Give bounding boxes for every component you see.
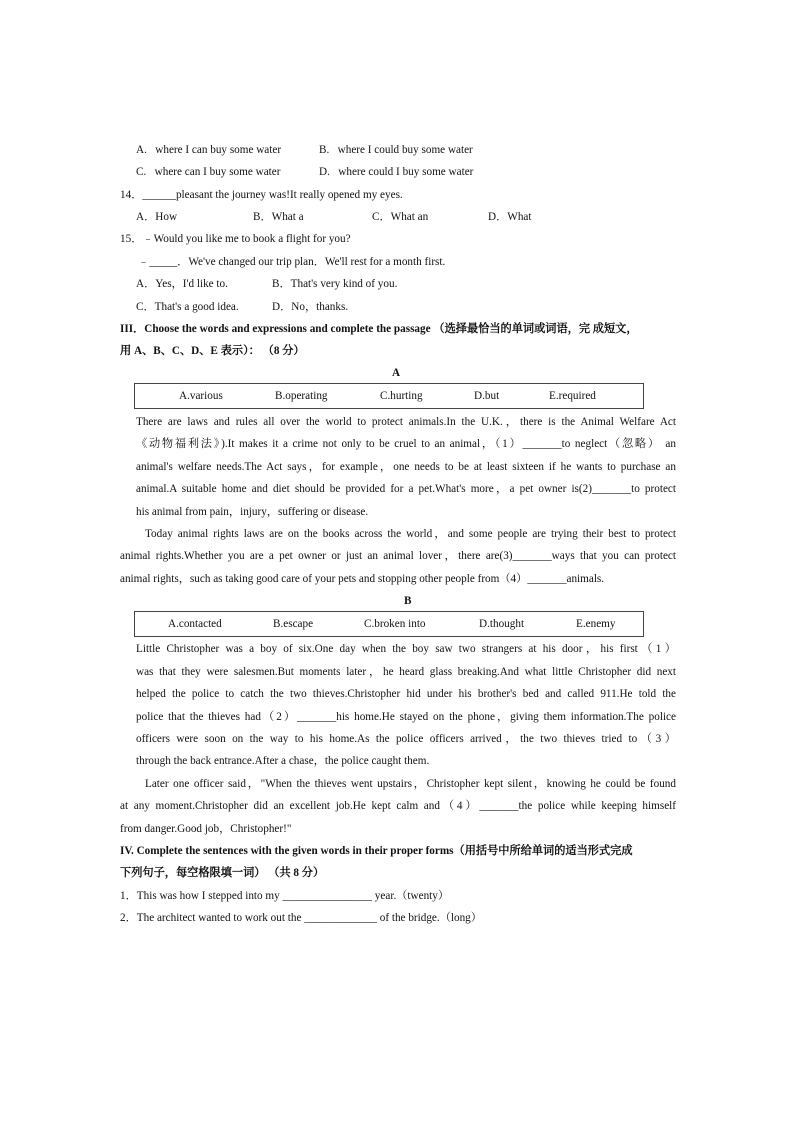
q15-option-c: C．That's a good idea.: [136, 301, 239, 313]
passage-a-line: animal.A suitable home and diet should be provided for a pet.What's more，a pet owner is(2)_______to protect: [136, 483, 676, 495]
passage-b-line: Little Christopher was a boy of six.One day when the boy saw two strangers at his door，his first（1）: [136, 643, 676, 655]
passage-b-line: at any moment.Christopher did an excellent job.He kept calm and（4）_______the police while keeping himself: [120, 800, 676, 812]
passage-b-line: was that they were salesmen.But moments later，he heard glass breaking.And what little Christopher did next: [136, 666, 676, 678]
passage-b-word-b: B.escape: [273, 618, 314, 630]
q13-option-c: C. where can I buy some water: [136, 166, 281, 178]
passage-a-word-c: C.hurting: [380, 390, 423, 402]
q15-reply: ﹣_____．We've changed our trip plan．We'll rest for a month first.: [138, 256, 446, 268]
q14-option-d: D．What: [488, 211, 532, 223]
passage-a-line: animal's welfare needs.The Act says，for example，one needs to be at least sixteen if he wants to purchase an: [136, 461, 676, 473]
passage-a-line: There are laws and rules all over the world to protect animals.In the U.K.，there is the Animal Welfare Act: [136, 416, 676, 428]
passage-b-line: police that the thieves had（2）_______his home.He stayed on the phone，giving them information.The police: [136, 711, 676, 723]
q15-option-a: A．Yes，I'd like to.: [136, 278, 228, 290]
passage-b-word-a: A.contacted: [168, 618, 222, 630]
section4-heading-line2: 下列句子，每空格限填一词） （共 8 分）: [120, 867, 325, 879]
passage-b-line: Later one officer said，"When the thieves went upstairs，Christopher kept silent，knowing he could be found: [145, 778, 676, 790]
passage-a-line: animal rights.Whether you are a pet owner or just an animal lover，there are(3)_______ways that you can protect: [120, 550, 676, 562]
q14-option-b: B．What a: [253, 211, 304, 223]
passage-b-word-box: [134, 611, 644, 637]
q13-option-d: D. where could I buy some water: [319, 166, 474, 178]
passage-b-word-e: E.enemy: [576, 618, 616, 630]
q15-stem: 15．﹣Would you like me to book a flight for you?: [120, 233, 351, 245]
passage-a-line: his animal from pain，injury，suffering or disease.: [136, 506, 369, 518]
q14-stem: 14．______pleasant the journey was!It really opened my eyes.: [120, 189, 403, 201]
q13-option-a: A. where I can buy some water: [136, 144, 282, 156]
q14-option-c: C．What an: [372, 211, 429, 223]
section3-heading-line2: 用 A、B、C、D、E 表示）： （8 分）: [120, 345, 305, 357]
passage-a-line: 《动物福利法》).It makes it a crime not only to be cruel to an animal，（1）_______to neglect（忽略） an: [136, 438, 676, 450]
section4-item: 2．The architect wanted to work out the _____________ of the bridge.（long）: [120, 912, 482, 924]
q14-option-a: A．How: [136, 211, 178, 223]
section3-heading-line1: III．Choose the words and expressions and complete the passage （选择最恰当的单词或词语，完 成短文，: [120, 323, 638, 335]
passage-a-word-b: B.operating: [275, 390, 328, 402]
passage-b-line: officers were soon on the way to his home.As the police officers arrived，the two thieves tried to（3）: [136, 733, 676, 745]
section4-heading-line1: IV. Complete the sentences with the given words in their proper forms（用括号中所给单词的适当形式完成: [120, 845, 633, 857]
passage-a-word-a: A.various: [179, 390, 223, 402]
q13-option-b: B. where I could buy some water: [319, 144, 473, 156]
q15-option-d: D．No，thanks.: [272, 301, 349, 313]
passage-a-word-e: E.required: [549, 390, 596, 402]
passage-b-word-d: D.thought: [479, 618, 525, 630]
passage-b-line: helped the police to catch the two thieves.Christopher hid under his brother's bed and called 911.He told the: [136, 688, 676, 700]
passage-a-line: Today animal rights laws are on the books across the world，and some people are trying their best to protect: [145, 528, 676, 540]
passage-a-word-d: D.but: [474, 390, 500, 402]
passage-b-line: from danger.Good job，Christopher!": [120, 823, 292, 835]
passage-b-word-c: C.broken into: [364, 618, 426, 630]
passage-b-label: B: [404, 595, 412, 607]
passage-a-line: animal rights，such as taking good care of your pets and stopping other people from（4）_______animals.: [120, 573, 605, 585]
passage-a-label: A: [392, 367, 401, 379]
q15-option-b: B．That's very kind of you.: [272, 278, 398, 290]
section4-item: 1．This was how I stepped into my ________________ year.（twenty）: [120, 890, 450, 902]
passage-a-word-box: [134, 383, 644, 409]
passage-b-line: through the back entrance.After a chase，the police caught them.: [136, 755, 430, 767]
